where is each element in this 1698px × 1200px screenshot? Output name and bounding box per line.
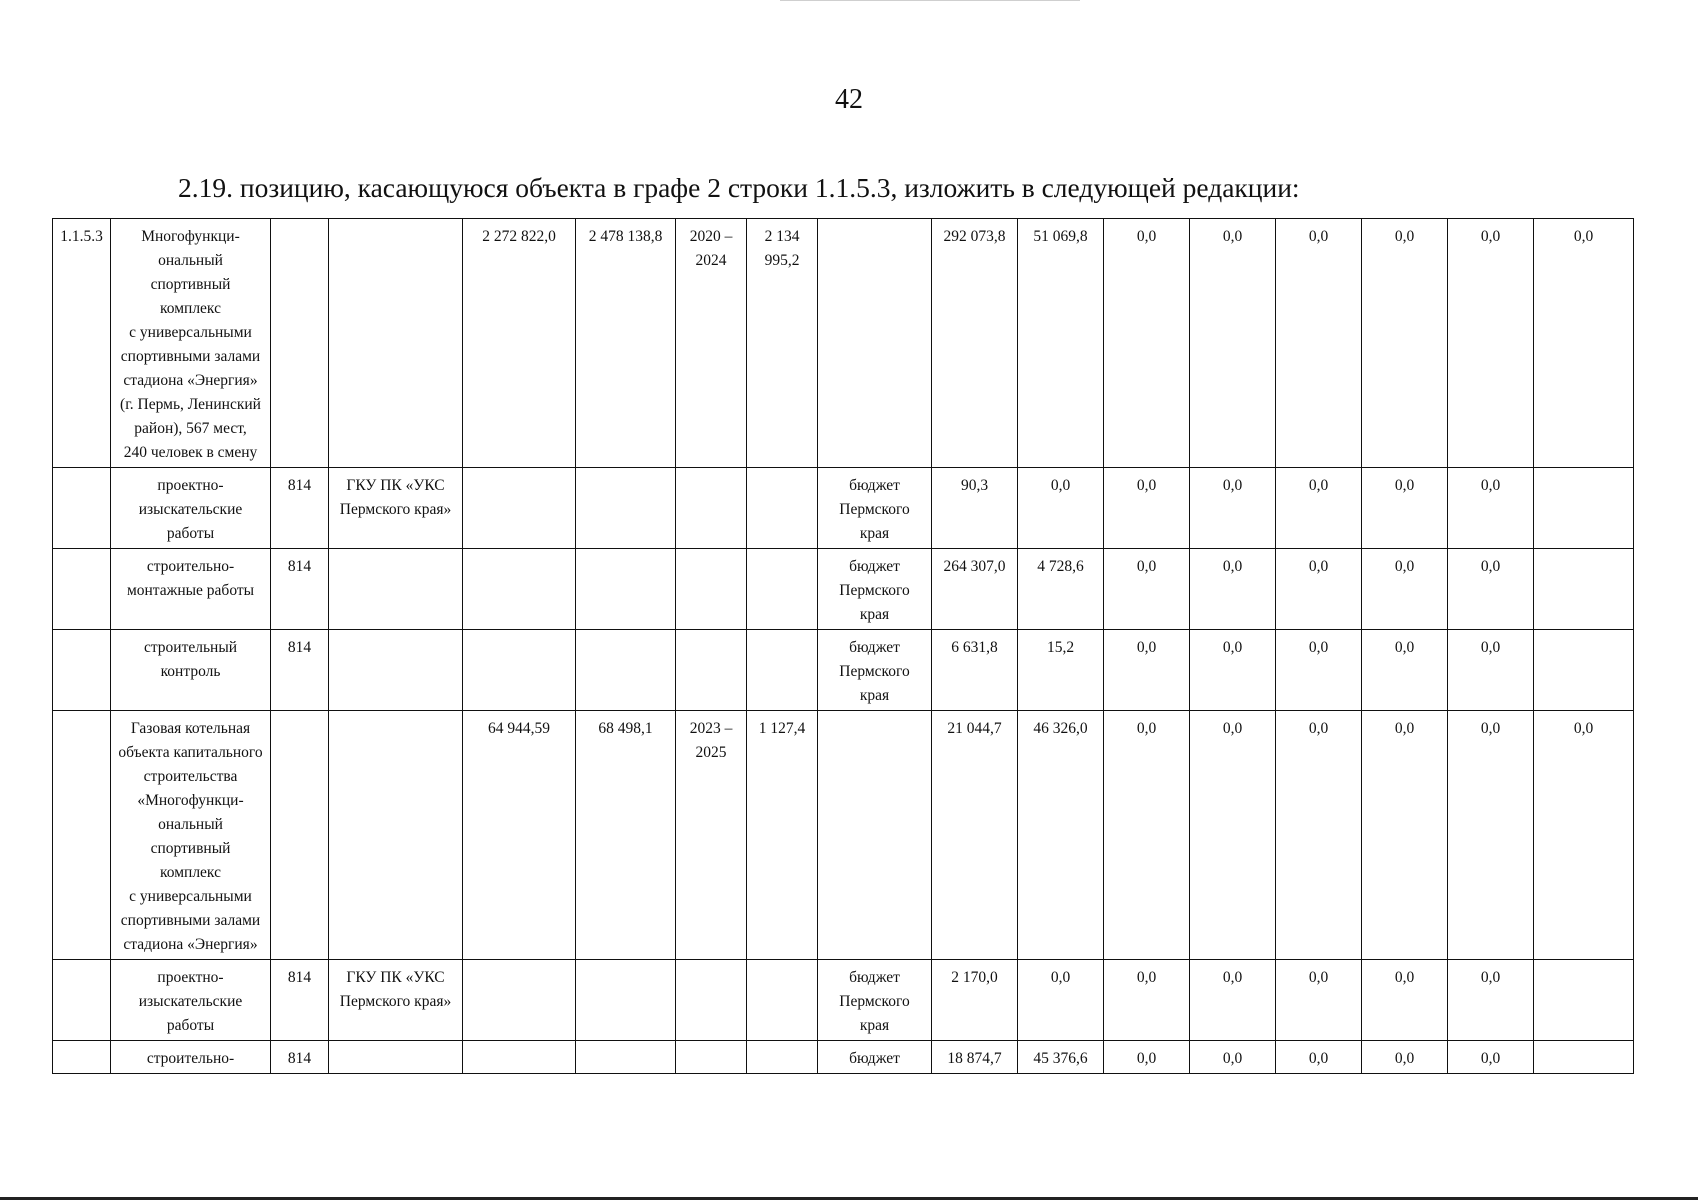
funds-spent: 2 134 995,2 xyxy=(747,219,818,468)
estimated-cost xyxy=(463,468,576,549)
row-code xyxy=(53,630,111,711)
estimated-cost-current xyxy=(576,468,676,549)
value-col-8 xyxy=(1534,549,1634,630)
estimated-cost-current: 2 478 138,8 xyxy=(576,219,676,468)
estimated-cost-current xyxy=(576,630,676,711)
grbs-code: 814 xyxy=(271,549,329,630)
amendment-intro-text: 2.19. позицию, касающуюся объекта в графе 2 строки 1.1.5.3, изложить в следующей редакции: xyxy=(178,172,1300,203)
value-col-3: 0,0 xyxy=(1104,468,1190,549)
value-col-1: 292 073,8 xyxy=(932,219,1018,468)
work-type: строительно- монтажные работы xyxy=(111,549,271,630)
value-col-7: 0,0 xyxy=(1448,549,1534,630)
row-code xyxy=(53,549,111,630)
value-col-1: 18 874,7 xyxy=(932,1041,1018,1074)
value-col-7: 0,0 xyxy=(1448,960,1534,1041)
page-number: 42 xyxy=(835,84,863,115)
funding-source: бюджет Пермского края xyxy=(818,549,932,630)
value-col-4: 0,0 xyxy=(1190,219,1276,468)
value-col-7: 0,0 xyxy=(1448,1041,1534,1074)
value-col-7: 0,0 xyxy=(1448,711,1534,960)
table-row-sub-2 xyxy=(53,549,1634,630)
value-col-4: 0,0 xyxy=(1190,630,1276,711)
funds-spent xyxy=(747,1041,818,1074)
table-row-sub-1 xyxy=(53,468,1634,549)
value-col-6: 0,0 xyxy=(1362,630,1448,711)
grbs-code: 814 xyxy=(271,468,329,549)
funding-source xyxy=(818,711,932,960)
customer xyxy=(329,711,463,960)
value-col-3: 0,0 xyxy=(1104,219,1190,468)
estimated-cost: 2 272 822,0 xyxy=(463,219,576,468)
value-col-2: 45 376,6 xyxy=(1018,1041,1104,1074)
construction-years xyxy=(676,1041,747,1074)
value-col-7: 0,0 xyxy=(1448,468,1534,549)
row-code xyxy=(53,711,111,960)
customer xyxy=(329,549,463,630)
value-col-8 xyxy=(1534,630,1634,711)
value-col-5: 0,0 xyxy=(1276,468,1362,549)
value-col-8 xyxy=(1534,960,1634,1041)
value-col-2: 51 069,8 xyxy=(1018,219,1104,468)
work-type: строительно- xyxy=(111,1041,271,1074)
construction-years xyxy=(676,960,747,1041)
work-type: строительный контроль xyxy=(111,630,271,711)
customer xyxy=(329,630,463,711)
customer xyxy=(329,219,463,468)
funds-spent xyxy=(747,549,818,630)
value-col-3: 0,0 xyxy=(1104,711,1190,960)
customer: ГКУ ПК «УКС Пермского края» xyxy=(329,960,463,1041)
value-col-8: 0,0 xyxy=(1534,219,1634,468)
funding-source: бюджет Пермского края xyxy=(818,960,932,1041)
funds-spent xyxy=(747,630,818,711)
construction-years xyxy=(676,468,747,549)
grbs-code: 814 xyxy=(271,1041,329,1074)
investment-objects-table xyxy=(52,218,1634,1074)
customer: ГКУ ПК «УКС Пермского края» xyxy=(329,468,463,549)
funding-source: бюджет Пермского края xyxy=(818,630,932,711)
construction-years xyxy=(676,630,747,711)
funds-spent: 1 127,4 xyxy=(747,711,818,960)
value-col-2: 4 728,6 xyxy=(1018,549,1104,630)
funding-source: бюджет xyxy=(818,1041,932,1074)
estimated-cost-current xyxy=(576,960,676,1041)
value-col-8: 0,0 xyxy=(1534,711,1634,960)
estimated-cost-current: 68 498,1 xyxy=(576,711,676,960)
value-col-2: 0,0 xyxy=(1018,468,1104,549)
value-col-2: 0,0 xyxy=(1018,960,1104,1041)
grbs-code: 814 xyxy=(271,960,329,1041)
table-row-object-2 xyxy=(53,711,1634,960)
value-col-6: 0,0 xyxy=(1362,549,1448,630)
estimated-cost: 64 944,59 xyxy=(463,711,576,960)
construction-years xyxy=(676,549,747,630)
table-row-sub-4 xyxy=(53,960,1634,1041)
value-col-3: 0,0 xyxy=(1104,630,1190,711)
value-col-6: 0,0 xyxy=(1362,468,1448,549)
value-col-8 xyxy=(1534,468,1634,549)
construction-years: 2023 – 2025 xyxy=(676,711,747,960)
grbs-code xyxy=(271,711,329,960)
estimated-cost-current xyxy=(576,1041,676,1074)
value-col-5: 0,0 xyxy=(1276,711,1362,960)
table-row-sub-5 xyxy=(53,1041,1634,1074)
grbs-code: 814 xyxy=(271,630,329,711)
row-code xyxy=(53,960,111,1041)
object-name: Многофункци- ональный спортивный комплекс с универсальными спортивными залами стадиона «Энергия» (г. Пермь, Ленинский район), 567 мест, 240 человек в смену xyxy=(111,219,271,468)
value-col-1: 6 631,8 xyxy=(932,630,1018,711)
construction-years: 2020 – 2024 xyxy=(676,219,747,468)
value-col-1: 21 044,7 xyxy=(932,711,1018,960)
table-row-sub-3 xyxy=(53,630,1634,711)
table-row-object-1 xyxy=(53,219,1634,468)
funds-spent xyxy=(747,960,818,1041)
row-code xyxy=(53,1041,111,1074)
value-col-2: 46 326,0 xyxy=(1018,711,1104,960)
row-code: 1.1.5.3 xyxy=(53,219,111,468)
value-col-2: 15,2 xyxy=(1018,630,1104,711)
value-col-5: 0,0 xyxy=(1276,960,1362,1041)
value-col-7: 0,0 xyxy=(1448,219,1534,468)
estimated-cost xyxy=(463,549,576,630)
value-col-6: 0,0 xyxy=(1362,219,1448,468)
value-col-8 xyxy=(1534,1041,1634,1074)
work-type: проектно- изыскательские работы xyxy=(111,468,271,549)
value-col-4: 0,0 xyxy=(1190,1041,1276,1074)
funding-source: бюджет Пермского края xyxy=(818,468,932,549)
value-col-5: 0,0 xyxy=(1276,1041,1362,1074)
value-col-1: 90,3 xyxy=(932,468,1018,549)
value-col-4: 0,0 xyxy=(1190,960,1276,1041)
grbs-code xyxy=(271,219,329,468)
value-col-5: 0,0 xyxy=(1276,630,1362,711)
value-col-5: 0,0 xyxy=(1276,219,1362,468)
customer xyxy=(329,1041,463,1074)
estimated-cost xyxy=(463,1041,576,1074)
funds-spent xyxy=(747,468,818,549)
row-code xyxy=(53,468,111,549)
value-col-4: 0,0 xyxy=(1190,549,1276,630)
value-col-5: 0,0 xyxy=(1276,549,1362,630)
value-col-6: 0,0 xyxy=(1362,1041,1448,1074)
object-name: Газовая котельная объекта капитального строительства «Многофункци- ональный спортивный комплекс с универсальными спортивными залами стадиона «Энергия» xyxy=(111,711,271,960)
value-col-7: 0,0 xyxy=(1448,630,1534,711)
value-col-6: 0,0 xyxy=(1362,711,1448,960)
value-col-1: 264 307,0 xyxy=(932,549,1018,630)
value-col-1: 2 170,0 xyxy=(932,960,1018,1041)
value-col-4: 0,0 xyxy=(1190,468,1276,549)
value-col-4: 0,0 xyxy=(1190,711,1276,960)
work-type: проектно- изыскательские работы xyxy=(111,960,271,1041)
scan-artifact-line xyxy=(780,0,1080,1)
estimated-cost xyxy=(463,960,576,1041)
estimated-cost-current xyxy=(576,549,676,630)
value-col-3: 0,0 xyxy=(1104,1041,1190,1074)
estimated-cost xyxy=(463,630,576,711)
value-col-3: 0,0 xyxy=(1104,960,1190,1041)
value-col-3: 0,0 xyxy=(1104,549,1190,630)
value-col-6: 0,0 xyxy=(1362,960,1448,1041)
funding-source xyxy=(818,219,932,468)
